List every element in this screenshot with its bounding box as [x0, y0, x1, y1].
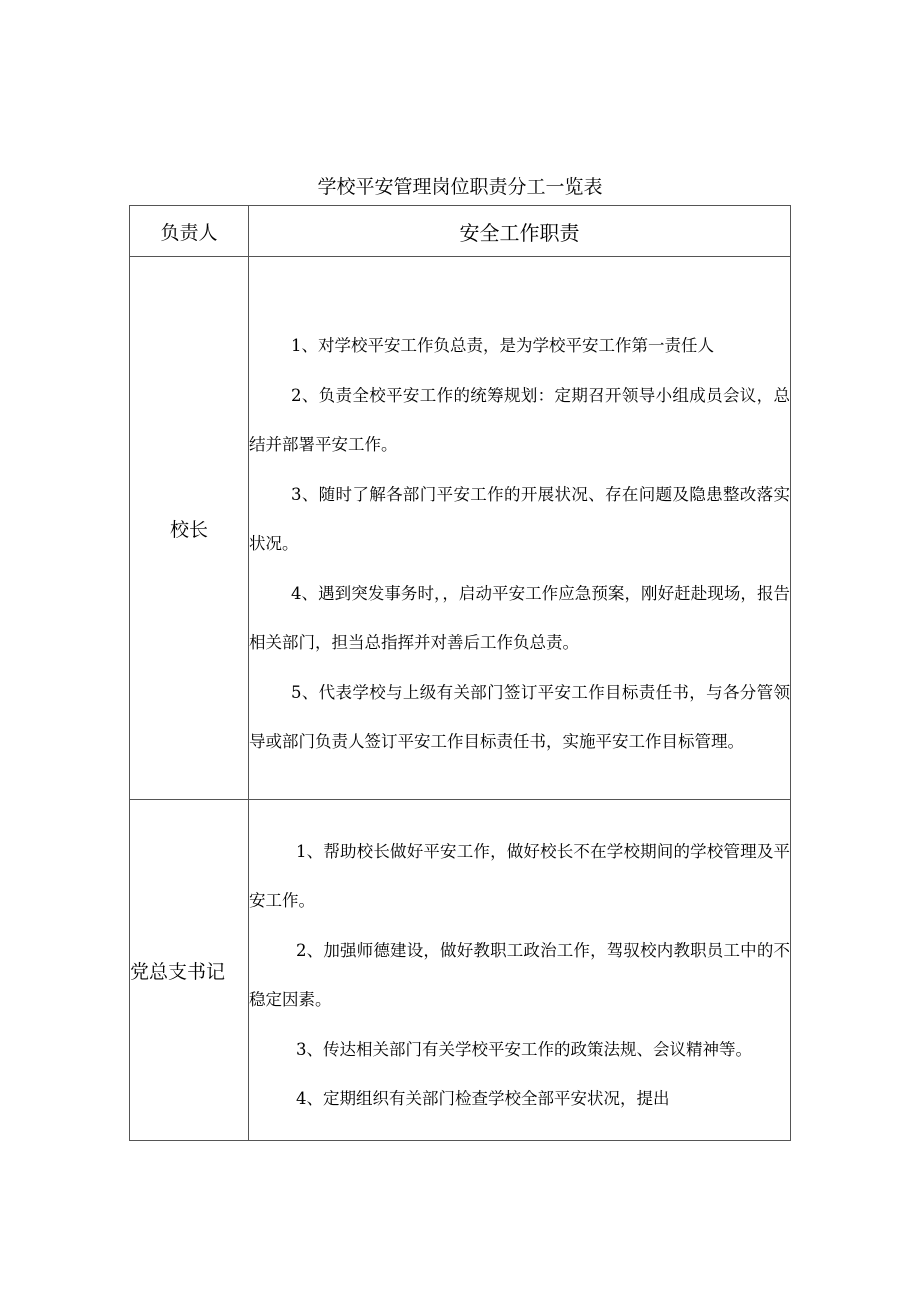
header-person: 负责人	[130, 206, 249, 257]
duty-item: 5、代表学校与上级有关部门签订平安工作目标责任书，与各分管领导或部门负责人签订平安工作目标责任书，实施平安工作目标管理。	[249, 682, 790, 752]
duty-item: 3、传达相关部门有关学校平安工作的政策法规、会议精神等。	[296, 1039, 752, 1059]
duty-list-party-secretary	[249, 800, 791, 1141]
role-party-secretary: 党总支书记	[130, 800, 249, 1141]
duty-item: 1、帮助校长做好平安工作，做好校长不在学校期间的学校管理及平安工作。	[249, 841, 790, 910]
table-header-row	[130, 206, 791, 257]
duty-item: 2、负责全校平安工作的统筹规划：定期召开领导小组成员会议，总结并部署平安工作。	[249, 385, 790, 455]
duty-item: 2、加强师德建设，做好教职工政治工作，驾驭校内教职员工中的不稳定因素。	[249, 940, 790, 1009]
document-title: 学校平安管理岗位职责分工一览表	[317, 176, 603, 198]
duty-item: 3、随时了解各部门平安工作的开展状况、存在问题及隐患整改落实状况。	[249, 484, 790, 554]
duty-item: 1、对学校平安工作负总责，是为学校平安工作第一责任人	[291, 336, 714, 356]
table-row	[130, 800, 791, 1141]
duty-list-principal	[249, 257, 791, 800]
duty-item: 4、定期组织有关部门检查学校全部平安状况，提出	[296, 1089, 670, 1108]
duty-item: 4、遇到突发事务时，，启动平安工作应急预案，刚好赶赴现场，报告相关部门，担当总指挥并对善后工作负总责。	[249, 583, 790, 653]
table-row	[130, 257, 791, 800]
role-principal: 校长	[130, 257, 249, 800]
header-duty: 安全工作职责	[249, 206, 791, 257]
duty-table	[129, 205, 791, 1141]
